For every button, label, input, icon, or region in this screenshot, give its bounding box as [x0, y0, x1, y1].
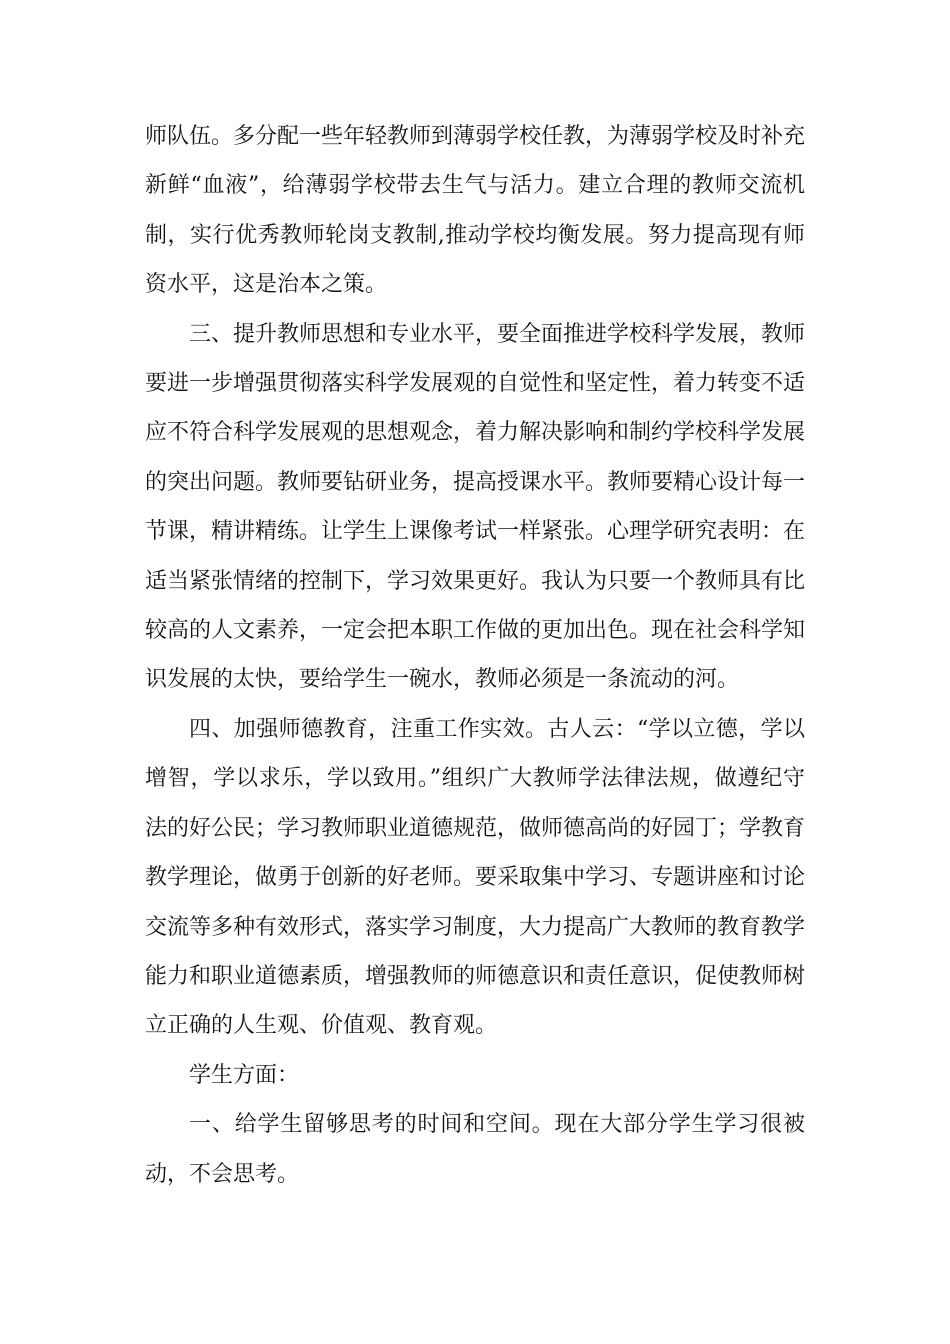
paragraph-student-heading: 学生方面： [189, 1062, 300, 1088]
paragraph-student-item-one: 一、给学生留够思考的时间和空间。现在大部分学生学习很被动，不会思考。 [145, 1112, 805, 1187]
document-body [145, 112, 805, 1199]
paragraph-section-four: 四、加强师德教育，注重工作实效。古人云：“学以立德，学以增智，学以求乐，学以致用。”组织广大教师学法律法规，做遵纪守法的好公民；学习教师职业道德规范，做师德高尚的好园丁；学教育教学理论，做勇于创新的好老师。要采取集中学习、专题讲座和讨论交流等多种有效形式，落实学习制度，大力提高广大教师的教育教学能力和职业道德素质，增强教师的师德意识和责任意识，促使教师树立正确的人生观、价值观、教育观。 [145, 716, 806, 1039]
paragraph-continued: 师队伍。多分配一些年轻教师到薄弱学校任教，为薄弱学校及时补充新鲜“血液”，给薄弱学校带去生气与活力。建立合理的教师交流机制，实行优秀教师轮岗支教制,推动学校均衡发展。努力提高现有师资水平，这是治本之策。 [145, 124, 806, 298]
paragraph-section-three: 三、提升教师思想和专业水平，要全面推进学校科学发展，教师要进一步增强贯彻落实科学发展观的自觉性和坚定性，着力转变不适应不符合科学发展观的思想观念，着力解决影响和制约学校科学发展的突出问题。教师要钻研业务，提高授课水平。教师要精心设计每一节课，精讲精练。让学生上课像考试一样紧张。心理学研究表明：在适当紧张情绪的控制下，学习效果更好。我认为只要一个教师具有比较高的人文素养，一定会把本职工作做的更加出色。现在社会科学知识发展的太快，要给学生一碗水，教师必须是一条流动的河。 [145, 321, 806, 693]
